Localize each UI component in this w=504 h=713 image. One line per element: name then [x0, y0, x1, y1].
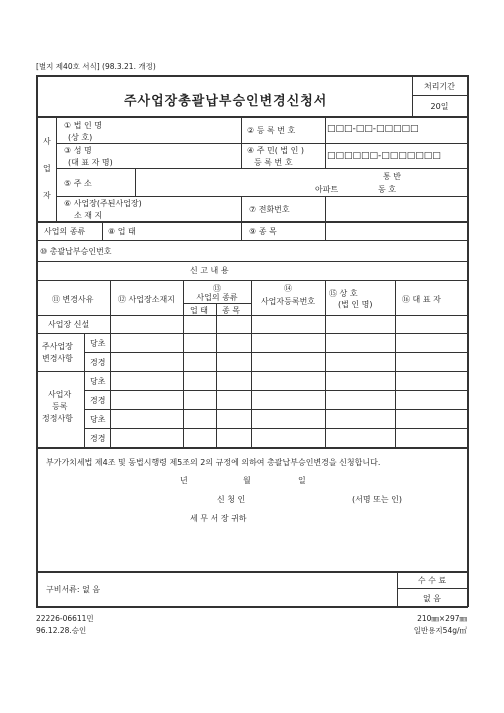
- fee-label: 수 수 료: [417, 576, 447, 585]
- row-operator-correction-3: 정정사항: [42, 414, 73, 423]
- resident-number-label: ④ 주 민( 법 인 ): [247, 146, 305, 155]
- vline: [110, 280, 111, 447]
- registration-number-label: ② 등 록 번 호: [247, 126, 296, 135]
- hline: [56, 143, 467, 144]
- row-operator-correction: 사업자: [48, 390, 72, 399]
- name-label: ③ 성 명: [64, 146, 92, 155]
- row-before: 당초: [90, 377, 106, 386]
- business-type-label: 사업의 종류: [44, 227, 86, 236]
- representative-name-label: (대 표 자 명): [68, 158, 113, 167]
- registration-number-boxes[interactable]: □□□-□□-□□□□□: [327, 124, 419, 134]
- vline: [102, 221, 103, 240]
- row-operator-correction-2: 등록: [52, 402, 68, 411]
- hline: [36, 221, 468, 223]
- paper-weight: 일반용지54g/㎡: [413, 626, 467, 635]
- address-apartment: 아파트: [315, 185, 339, 194]
- side-label-char: 사: [43, 137, 51, 146]
- table-row-line: [84, 428, 467, 429]
- business-location-label: ⑥ 사업장(주된사업장): [64, 199, 142, 208]
- row-after: 경경: [90, 396, 106, 405]
- vline: [216, 303, 217, 447]
- column-reg-number-num: ⑭: [284, 284, 292, 293]
- business-category-label: ⑧ 업 태: [108, 227, 136, 236]
- hline: [183, 303, 251, 304]
- date-month: 월: [243, 476, 251, 485]
- frame-left: [36, 75, 38, 607]
- fee-line: [397, 588, 467, 589]
- address-tong-ban: 통 반: [383, 172, 401, 181]
- vline: [183, 280, 184, 447]
- row-before: 당초: [90, 339, 106, 348]
- vline: [325, 116, 326, 168]
- row-main-site-change: 주사업장: [42, 342, 73, 351]
- address-dong-ho: 동 호: [378, 185, 396, 194]
- column-biz-type: 사업의 종류: [196, 293, 238, 302]
- fee-value: 없 음: [423, 594, 441, 603]
- row-main-site-change-2: 변경사항: [42, 354, 73, 363]
- phone-label: ⑦ 전화번호: [249, 205, 290, 214]
- addressee: 세 무 서 장 귀하: [190, 514, 247, 523]
- side-label-char: 자: [43, 191, 51, 200]
- resident-number-label-2: 등 록 번 호: [254, 158, 293, 167]
- row-new-site: 사업장 신설: [48, 320, 90, 329]
- date-year: 년: [180, 476, 188, 485]
- row-after: 경경: [90, 358, 106, 367]
- hline: [56, 196, 467, 197]
- business-item-label: ⑨ 종 목: [249, 227, 277, 236]
- form-code: 22226-06611민: [36, 614, 94, 623]
- column-corp-name: (법 인 명): [338, 300, 373, 309]
- approval-date: 96.12.28.승인: [36, 626, 87, 635]
- side-label-char: 업: [43, 164, 51, 173]
- column-representative: ⑯ 대 표 자: [402, 295, 441, 304]
- vline: [241, 196, 242, 221]
- row-before: 당초: [90, 415, 106, 424]
- attachments-label: 구비서류: 없 음: [46, 585, 101, 594]
- approval-number-label: ⑩ 총괄납부승인번호: [40, 247, 112, 256]
- date-day: 일: [298, 476, 306, 485]
- column-location: ⑫ 사업장소재지: [118, 295, 175, 304]
- frame-bottom: [36, 606, 468, 608]
- column-biz-type-num: ⑬: [213, 284, 221, 293]
- vline: [241, 221, 242, 240]
- column-change-reason: ⑪ 변경사유: [52, 295, 94, 304]
- processing-period-value: 20일: [430, 102, 449, 111]
- processing-period-label: 처리기간: [424, 82, 455, 91]
- column-biz-category: 업 태: [190, 306, 208, 315]
- processing-line: [412, 95, 467, 96]
- vline: [325, 221, 326, 240]
- signature-note: (서명 또는 인): [352, 495, 402, 504]
- table-row-line: [36, 333, 467, 334]
- business-location-label-2: 소 재 지: [74, 211, 103, 220]
- table-bottom-line: [36, 447, 468, 449]
- declaration-text: 부가가치세법 제4조 및 동법시행령 제5조의 2의 규정에 의하여 총괄납부승인변경을 신청합니다.: [46, 458, 381, 467]
- column-reg-number: 사업자등록번호: [260, 297, 316, 306]
- attachments-top-line: [36, 571, 468, 573]
- form-title: 주사업장총괄납부승인변경신청서: [124, 94, 328, 109]
- form-number-note: [별지 제40호 서식] (98.3.21. 개정): [36, 62, 156, 71]
- paper-size: 210㎜×297㎜: [417, 614, 467, 623]
- table-row-line: [36, 371, 467, 372]
- row-after: 경경: [90, 434, 106, 443]
- applicant-section-top: [36, 116, 468, 118]
- corp-name-label: ① 법 인 명: [64, 121, 102, 130]
- frame-right: [467, 75, 469, 607]
- applicant-label: 신 청 인: [217, 495, 246, 504]
- column-biz-item: 종 목: [222, 306, 240, 315]
- resident-number-boxes[interactable]: □□□□□□-□□□□□□□: [327, 151, 441, 161]
- table-row-line: [84, 352, 467, 353]
- vline: [135, 168, 136, 196]
- column-trade-name: ⑮ 상 호: [329, 289, 358, 298]
- frame-top: [36, 75, 468, 77]
- table-row-line: [84, 390, 467, 391]
- table-row-line: [84, 409, 467, 410]
- vline: [325, 196, 326, 221]
- hline: [56, 168, 467, 169]
- trade-name-label: (상 호): [68, 133, 93, 142]
- report-content-header: 신 고 내 용: [190, 266, 229, 275]
- vline: [241, 116, 242, 168]
- vline: [325, 280, 326, 447]
- side-label-divider: [56, 116, 57, 221]
- address-label: ⑤ 주 소: [64, 179, 92, 188]
- vline: [395, 280, 396, 447]
- hline: [36, 261, 467, 262]
- hline: [36, 240, 467, 241]
- vline: [251, 280, 252, 447]
